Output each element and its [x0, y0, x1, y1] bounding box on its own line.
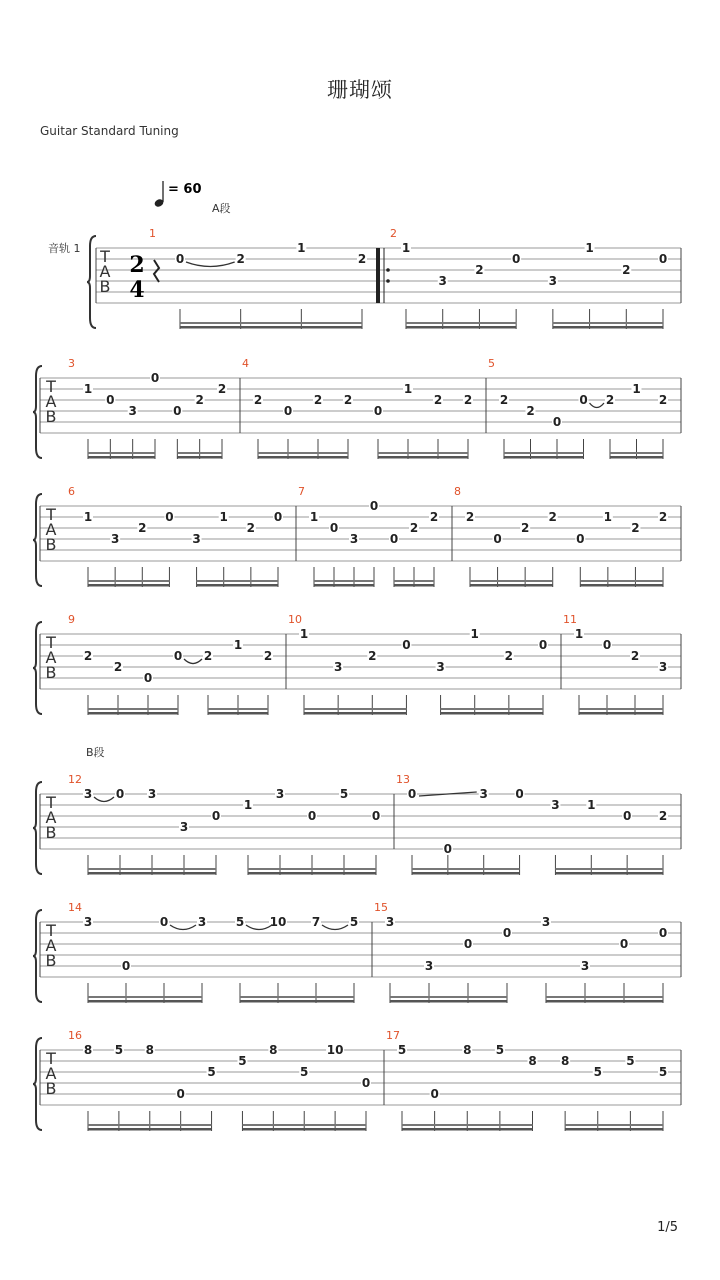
- measure-number: 16: [68, 1029, 82, 1042]
- tab-clef-letter: A: [45, 392, 57, 411]
- fret-number: 2: [343, 393, 353, 407]
- fret-number: 3: [551, 798, 560, 812]
- fret-number: 2: [246, 521, 256, 535]
- beam-secondary: [412, 868, 520, 870]
- beam: [88, 1128, 212, 1131]
- measure-number: 12: [68, 773, 82, 786]
- tab-clef-letter: B: [45, 951, 57, 970]
- fret-number: 2: [433, 393, 443, 407]
- system-brace: [33, 366, 42, 458]
- beam-secondary: [406, 322, 516, 324]
- fret-number: 0: [602, 638, 612, 652]
- tab-clef-letter: T: [46, 505, 56, 524]
- beam: [470, 584, 553, 587]
- beam-secondary: [180, 322, 362, 324]
- beam: [553, 326, 663, 329]
- fret-number: 0: [159, 915, 169, 929]
- beam-secondary: [240, 996, 354, 998]
- tab-clef-letter: B: [45, 663, 57, 682]
- fret-number: 0: [273, 510, 283, 524]
- fret-number: 3: [548, 274, 558, 288]
- fret-number: 10: [326, 1043, 344, 1057]
- tab-clef-letter: B: [45, 407, 57, 426]
- fret-number: 2: [263, 649, 273, 663]
- fret-number: 3: [147, 787, 157, 801]
- measure-number: 10: [288, 613, 302, 626]
- fret-number: 5: [207, 1065, 216, 1079]
- tie-arc: [186, 262, 235, 267]
- fret-number: 0: [176, 1087, 185, 1101]
- fret-number: 7: [311, 915, 321, 929]
- fret-number: 10: [269, 915, 287, 929]
- fret-number: 3: [424, 959, 434, 973]
- fret-number: 2: [465, 510, 475, 524]
- beam: [242, 1128, 366, 1131]
- measure-number: 13: [396, 773, 410, 786]
- fret-number: 3: [192, 532, 201, 546]
- fret-number: 0: [373, 404, 383, 418]
- fret-number: 8: [145, 1043, 154, 1057]
- fret-number: 2: [195, 393, 204, 407]
- fret-number: 0: [463, 937, 473, 951]
- fret-number: 1: [401, 241, 411, 255]
- beam-secondary: [610, 452, 663, 454]
- tab-clef-letter: B: [45, 535, 57, 554]
- fret-number: 3: [83, 915, 93, 929]
- beam-secondary: [88, 580, 169, 582]
- fret-number: 0: [493, 532, 502, 546]
- fret-number: 8: [560, 1054, 570, 1068]
- fret-number: 8: [528, 1054, 537, 1068]
- tie-arc: [184, 659, 202, 664]
- tie-arc: [246, 925, 272, 930]
- fret-number: 3: [197, 915, 207, 929]
- beam-secondary: [441, 708, 543, 710]
- tab-clef-letter: T: [46, 793, 56, 812]
- page-number: 1/5: [657, 1220, 678, 1235]
- measure-number: 5: [488, 357, 495, 370]
- beam-secondary: [579, 708, 663, 710]
- fret-number: 5: [397, 1043, 407, 1057]
- measure-number: 11: [563, 613, 577, 626]
- fret-number: 2: [217, 382, 227, 396]
- beam: [88, 1000, 202, 1003]
- beam: [197, 584, 278, 587]
- fret-number: 2: [475, 263, 484, 277]
- fret-number: 2: [520, 521, 530, 535]
- beam-secondary: [88, 996, 202, 998]
- tab-clef-letter: A: [45, 808, 57, 827]
- beam: [580, 584, 663, 587]
- tab-clef-letter: T: [46, 633, 56, 652]
- fret-number: 8: [83, 1043, 93, 1057]
- fret-number: 1: [603, 510, 613, 524]
- fret-number: 3: [333, 660, 343, 674]
- fret-number: 0: [283, 404, 293, 418]
- fret-number: 3: [275, 787, 285, 801]
- measure-number: 3: [68, 357, 75, 370]
- fret-number: 5: [114, 1043, 124, 1057]
- beam-secondary: [197, 580, 278, 582]
- fret-number: 5: [235, 915, 245, 929]
- system-brace: [87, 236, 96, 328]
- fret-number: 0: [576, 532, 585, 546]
- fret-number: 3: [83, 787, 93, 801]
- fret-number: 2: [113, 660, 123, 674]
- fret-number: 2: [409, 521, 419, 535]
- fret-number: 0: [430, 1087, 439, 1101]
- quarter-rest-icon: [154, 260, 159, 282]
- fret-number: 0: [619, 937, 629, 951]
- fret-number: 3: [541, 915, 551, 929]
- tuning-label: Guitar Standard Tuning: [40, 124, 179, 138]
- beam-secondary: [88, 708, 178, 710]
- beam: [565, 1128, 663, 1131]
- fret-number: 5: [495, 1043, 505, 1057]
- score-title: 珊瑚颂: [327, 78, 393, 102]
- tempo-marking: = 60: [168, 182, 202, 197]
- fret-number: 2: [463, 393, 473, 407]
- fret-number: 1: [83, 510, 93, 524]
- fret-number: 8: [463, 1043, 472, 1057]
- fret-number: 0: [165, 510, 174, 524]
- tie-arc: [322, 925, 348, 930]
- fret-number: 1: [585, 241, 594, 255]
- time-signature-top: 2: [129, 252, 145, 278]
- beam-secondary: [555, 868, 663, 870]
- system-brace: [33, 622, 42, 714]
- measure-number: 1: [149, 227, 156, 240]
- fret-number: 0: [173, 649, 183, 663]
- beam-secondary: [88, 1124, 212, 1126]
- fret-number: 2: [622, 263, 631, 277]
- fret-number: 3: [438, 274, 447, 288]
- tab-clef-letter: A: [45, 936, 57, 955]
- system-brace: [33, 910, 42, 1002]
- fret-number: 3: [128, 404, 137, 418]
- tab-clef-letter: B: [99, 277, 111, 296]
- fret-number: 8: [269, 1043, 278, 1057]
- system-brace: [33, 1038, 42, 1130]
- beam-secondary: [378, 452, 468, 454]
- fret-number: 2: [658, 510, 668, 524]
- beam-secondary: [394, 580, 434, 582]
- tab-clef-letter: T: [46, 377, 56, 396]
- beam-secondary: [248, 868, 376, 870]
- beam: [180, 326, 362, 329]
- fret-number: 1: [243, 798, 253, 812]
- beam-secondary: [580, 580, 663, 582]
- measure-number: 4: [242, 357, 249, 370]
- measure-number: 15: [374, 901, 388, 914]
- fret-number: 0: [443, 842, 453, 856]
- beam: [378, 456, 468, 459]
- fret-number: 0: [511, 252, 521, 266]
- beam-secondary: [314, 580, 374, 582]
- fret-number: 3: [479, 787, 488, 801]
- fret-number: 2: [526, 404, 535, 418]
- time-signature-bottom: 4: [129, 277, 145, 303]
- tie-arc: [94, 797, 114, 802]
- fret-number: 2: [630, 649, 640, 663]
- beam: [402, 1128, 533, 1131]
- measure-number: 17: [386, 1029, 400, 1042]
- fret-number: 1: [587, 798, 596, 812]
- fret-number: 5: [658, 1065, 668, 1079]
- section-label: A段: [212, 202, 231, 215]
- fret-number: 1: [299, 627, 309, 641]
- beam-secondary: [553, 322, 663, 324]
- beam: [248, 872, 376, 875]
- fret-number: 2: [504, 649, 514, 663]
- track-name: 音轨 1: [48, 242, 81, 255]
- fret-number: 0: [329, 521, 339, 535]
- fret-number: 2: [313, 393, 323, 407]
- section-label: B段: [86, 746, 105, 759]
- measure-number: 2: [390, 227, 397, 240]
- beam-secondary: [88, 868, 216, 870]
- fret-number: 0: [371, 809, 381, 823]
- tab-clef-letter: T: [46, 1049, 56, 1068]
- tab-clef-letter: B: [45, 823, 57, 842]
- measure-number: 8: [454, 485, 461, 498]
- measure-number: 6: [68, 485, 75, 498]
- fret-number: 1: [297, 241, 306, 255]
- fret-number: 5: [626, 1054, 635, 1068]
- system-brace: [33, 494, 42, 586]
- fret-number: 0: [538, 638, 548, 652]
- measure-number: 14: [68, 901, 82, 914]
- fret-number: 0: [502, 926, 512, 940]
- beam-secondary: [208, 708, 268, 710]
- fret-number: 1: [403, 382, 413, 396]
- tab-clef-letter: T: [100, 247, 110, 266]
- fret-number: 0: [389, 532, 399, 546]
- repeat-dot: [386, 279, 390, 283]
- fret-number: 2: [368, 649, 377, 663]
- fret-number: 0: [175, 252, 185, 266]
- fret-number: 0: [173, 404, 182, 418]
- fret-number: 0: [150, 371, 160, 385]
- beam: [88, 712, 178, 715]
- beam: [579, 712, 663, 715]
- beam: [406, 326, 516, 329]
- tie-arc: [170, 925, 196, 930]
- fret-number: 2: [548, 510, 557, 524]
- tie-arc: [590, 403, 605, 408]
- fret-number: 3: [110, 532, 120, 546]
- fret-number: 1: [470, 627, 479, 641]
- beam-secondary: [470, 580, 553, 582]
- fret-number: 1: [233, 638, 243, 652]
- fret-number: 0: [143, 671, 153, 685]
- fret-number: 3: [580, 959, 590, 973]
- fret-number: 3: [179, 820, 189, 834]
- fret-number: 0: [402, 638, 411, 652]
- fret-number: 0: [115, 787, 125, 801]
- fret-number: 1: [219, 510, 228, 524]
- beam: [88, 584, 169, 587]
- measure-number: 9: [68, 613, 75, 626]
- fret-number: 0: [211, 809, 221, 823]
- measure-number: 7: [298, 485, 305, 498]
- fret-number: 1: [632, 382, 641, 396]
- beam-secondary: [390, 996, 507, 998]
- fret-number: 5: [238, 1054, 247, 1068]
- beam: [394, 584, 434, 587]
- fret-number: 0: [622, 809, 632, 823]
- fret-number: 3: [436, 660, 445, 674]
- system-brace: [33, 782, 42, 874]
- fret-number: 5: [349, 915, 359, 929]
- fret-number: 0: [658, 252, 668, 266]
- beam-secondary: [304, 708, 406, 710]
- fret-number: 0: [369, 499, 379, 513]
- tab-clef-letter: B: [45, 1079, 57, 1098]
- fret-number: 0: [579, 393, 588, 407]
- fret-number: 1: [83, 382, 93, 396]
- beam: [555, 872, 663, 875]
- fret-number: 0: [552, 415, 562, 429]
- beam-secondary: [258, 452, 348, 454]
- beam-secondary: [402, 1124, 533, 1126]
- tab-clef-letter: T: [46, 921, 56, 940]
- fret-number: 2: [253, 393, 263, 407]
- fret-number: 2: [203, 649, 213, 663]
- fret-number: 0: [361, 1076, 371, 1090]
- fret-number: 1: [309, 510, 319, 524]
- fret-number: 2: [658, 393, 668, 407]
- fret-number: 5: [300, 1065, 309, 1079]
- fret-number: 2: [83, 649, 93, 663]
- beam-secondary: [546, 996, 663, 998]
- beam: [258, 456, 348, 459]
- fret-number: 0: [407, 787, 417, 801]
- beam: [88, 872, 216, 875]
- fret-number: 2: [429, 510, 439, 524]
- beam-secondary: [504, 452, 584, 454]
- fret-number: 2: [631, 521, 640, 535]
- tab-clef-letter: A: [45, 1064, 57, 1083]
- beam: [240, 1000, 354, 1003]
- beam: [88, 456, 155, 459]
- fret-number: 3: [349, 532, 359, 546]
- beam: [314, 584, 374, 587]
- fret-number: 5: [593, 1065, 602, 1079]
- beam: [177, 456, 222, 459]
- beam: [390, 1000, 507, 1003]
- fret-number: 5: [339, 787, 349, 801]
- repeat-dot: [386, 268, 390, 272]
- fret-number: 2: [236, 252, 245, 266]
- fret-number: 2: [605, 393, 615, 407]
- beam: [610, 456, 663, 459]
- beam: [412, 872, 520, 875]
- fret-number: 3: [658, 660, 668, 674]
- beam: [546, 1000, 663, 1003]
- fret-number: 0: [515, 787, 524, 801]
- fret-number: 0: [658, 926, 668, 940]
- beam-secondary: [565, 1124, 663, 1126]
- beam: [304, 712, 406, 715]
- beam: [441, 712, 543, 715]
- beam-secondary: [242, 1124, 366, 1126]
- fret-number: 3: [385, 915, 395, 929]
- fret-number: 0: [121, 959, 131, 973]
- beam-secondary: [88, 452, 155, 454]
- beam: [208, 712, 268, 715]
- beam: [504, 456, 584, 459]
- fret-number: 2: [499, 393, 509, 407]
- tab-clef-letter: A: [99, 262, 111, 281]
- fret-number: 2: [658, 809, 668, 823]
- fret-number: 1: [574, 627, 584, 641]
- fret-number: 2: [138, 521, 147, 535]
- tab-clef-letter: A: [45, 520, 57, 539]
- fret-number: 2: [357, 252, 367, 266]
- beam-secondary: [177, 452, 222, 454]
- fret-number: 0: [307, 809, 317, 823]
- fret-number: 0: [106, 393, 115, 407]
- tab-clef-letter: A: [45, 648, 57, 667]
